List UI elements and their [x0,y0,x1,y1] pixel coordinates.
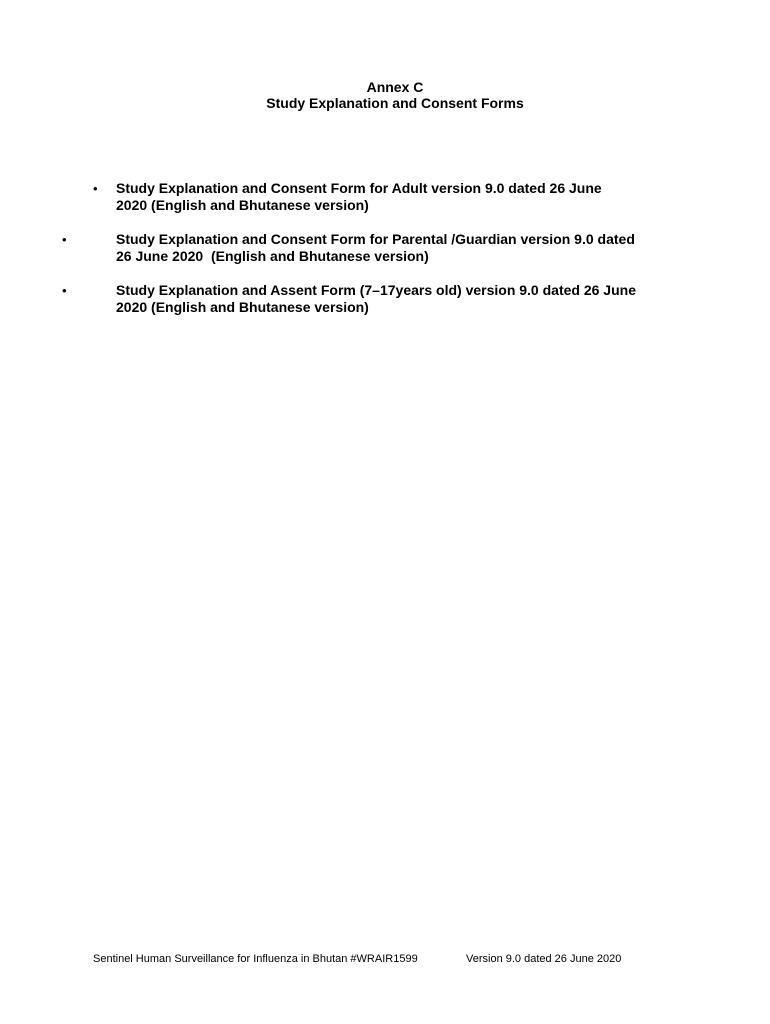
footer-study-title: Sentinel Human Surveillance for Influenza in Bhutan #WRAIR1599 [93,953,418,965]
list-item-line: Study Explanation and Consent Form for Parental /Guardian version 9.0 dated [116,231,635,247]
bullet-icon: • [62,283,67,298]
list-item-line: 26 June 2020 (English and Bhutanese version) [116,248,429,264]
list-item-line: Study Explanation and Assent Form (7–17years old) version 9.0 dated 26 June [116,282,636,298]
footer-version: Version 9.0 dated 26 June 2020 [466,953,622,965]
bullet-icon: • [62,232,67,247]
annex-label: Annex C [366,79,424,95]
bullet-icon: • [93,181,98,196]
list-item-line: 2020 (English and Bhutanese version) [116,197,369,213]
list-item-line: 2020 (English and Bhutanese version) [116,299,369,315]
list-item-line: Study Explanation and Consent Form for Adult version 9.0 dated 26 June [116,180,602,196]
page-title: Study Explanation and Consent Forms [266,95,524,111]
